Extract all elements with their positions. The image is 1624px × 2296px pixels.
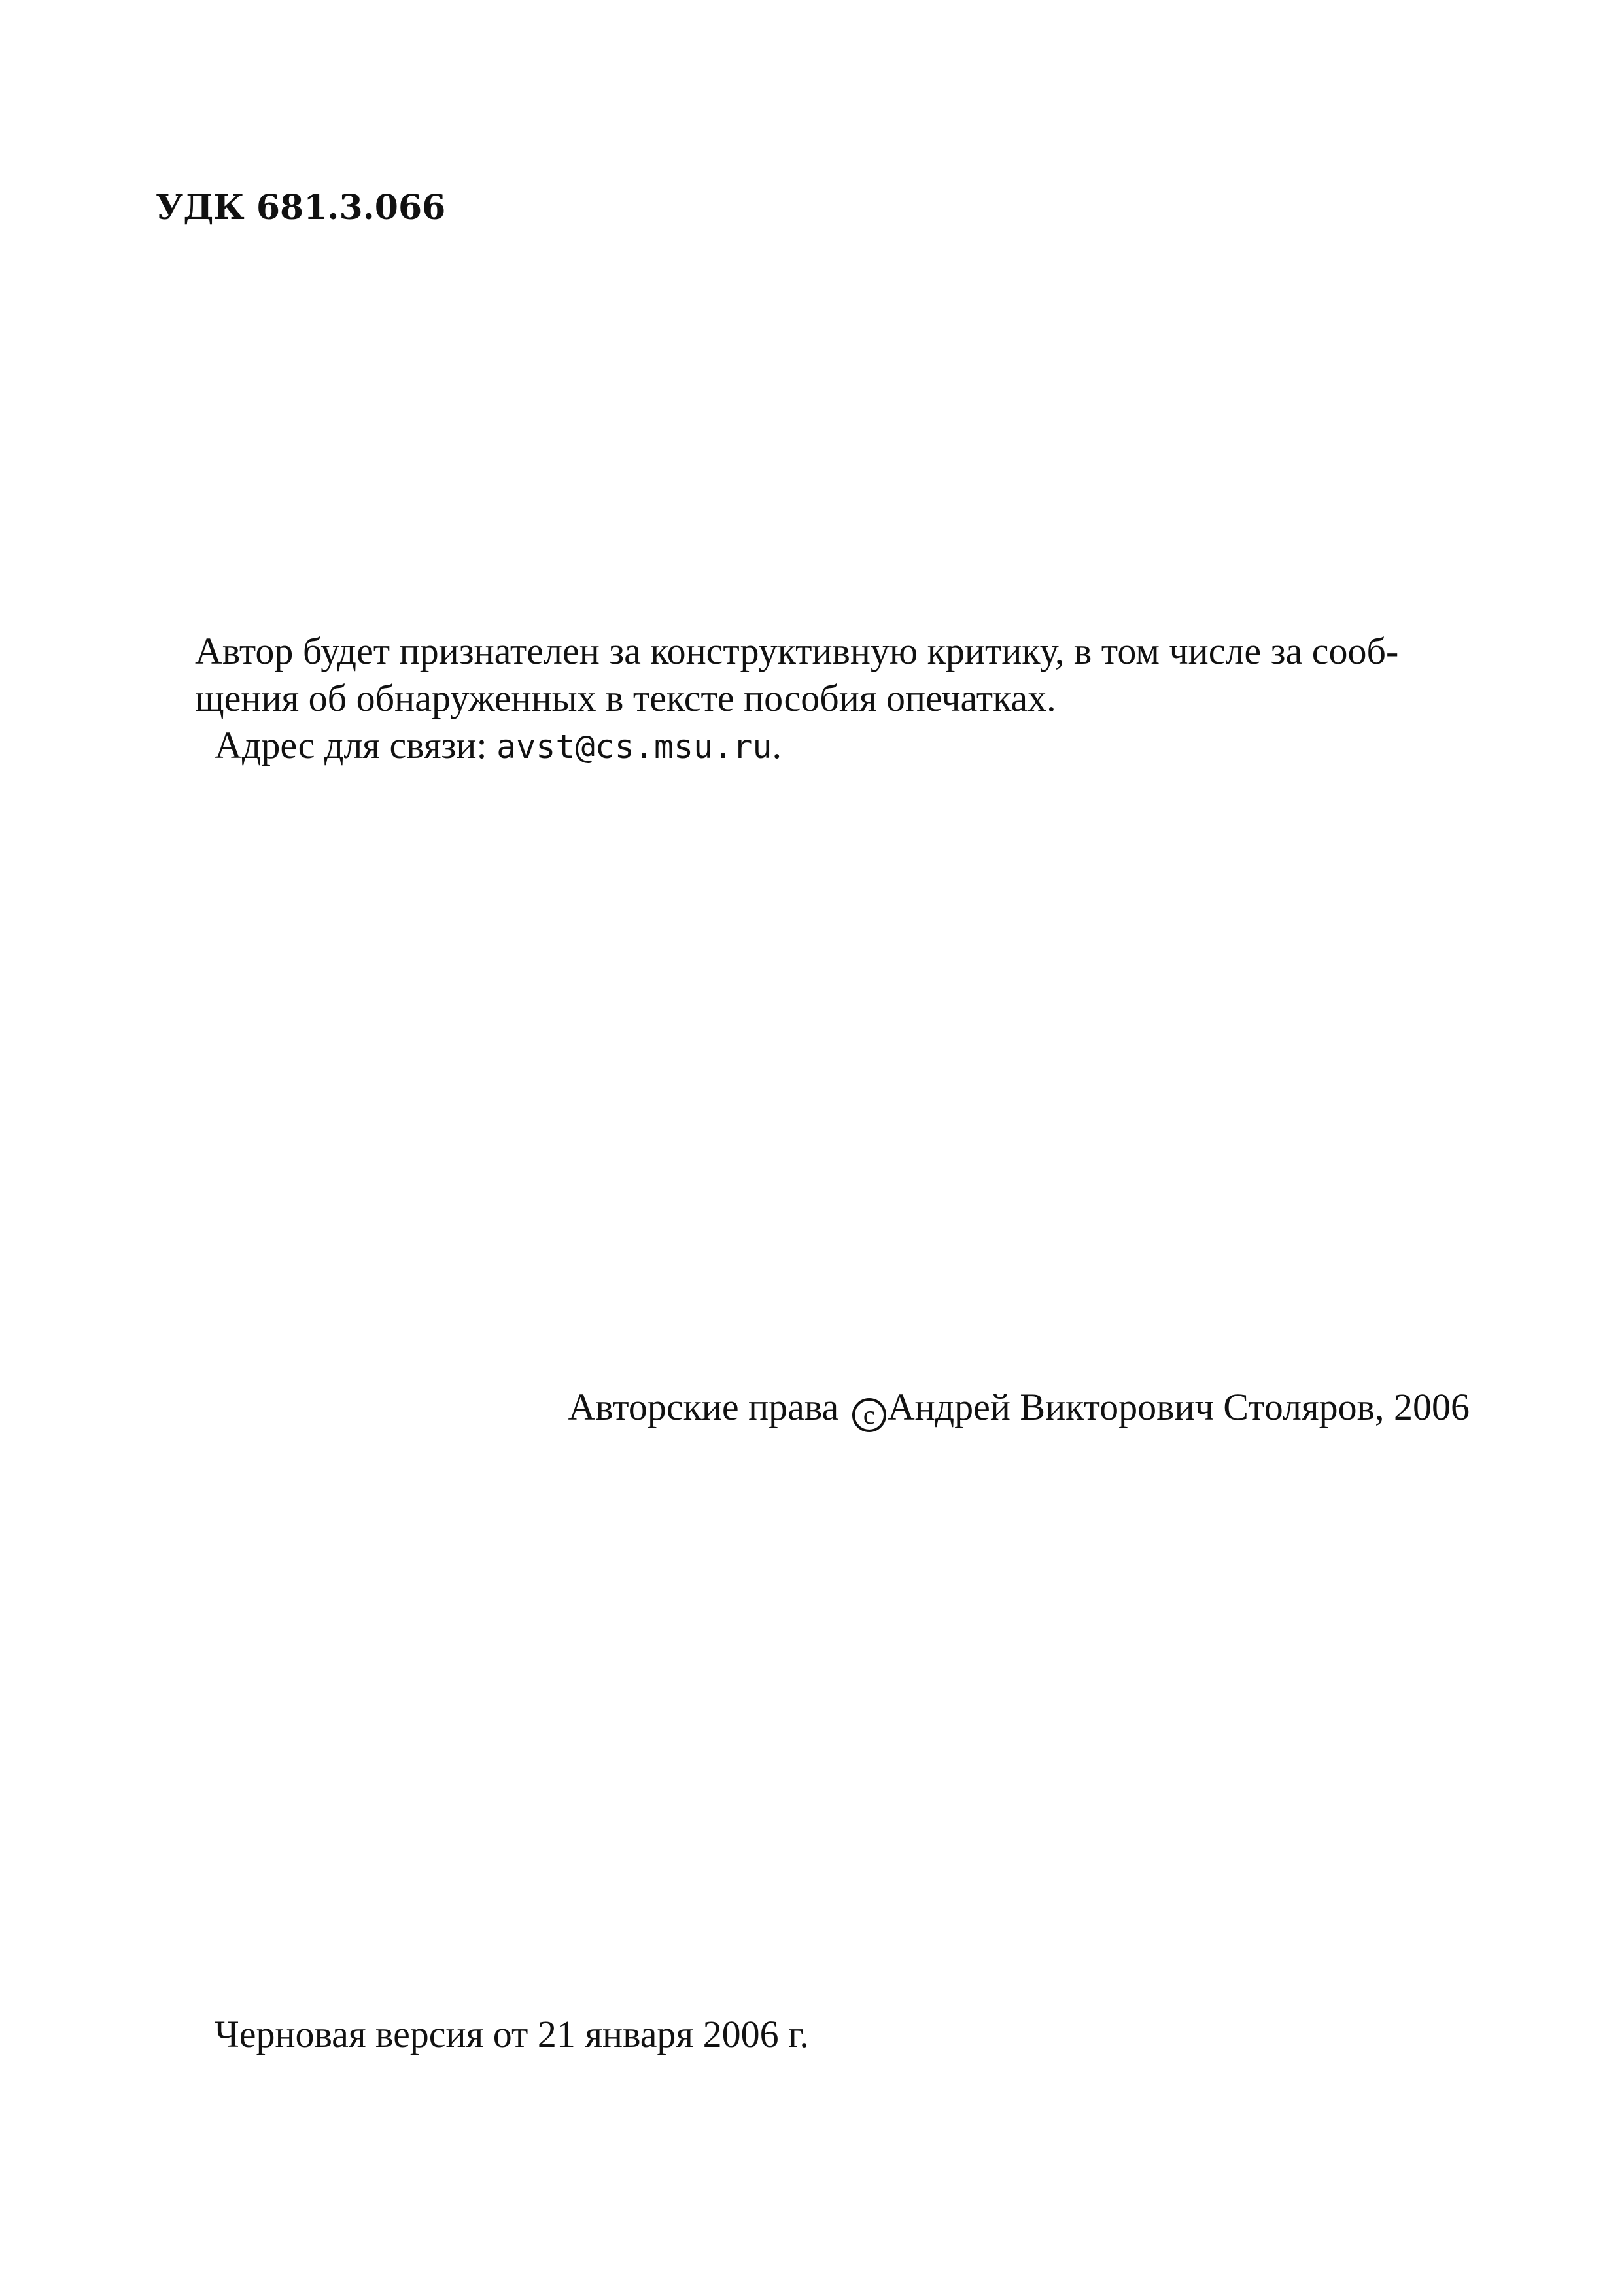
feedback-line-1: Автор будет признателен за конструктивную критику, в том числе за сооб-: [195, 630, 1399, 672]
feedback-paragraph: [195, 628, 1470, 770]
contact-email: avst@cs.msu.ru: [496, 728, 772, 766]
contact-line: [195, 722, 1470, 770]
udk-classification: УДК 681.3.066: [156, 188, 446, 228]
feedback-line-2: щения об обнаруженных в тексте пособия опечатках.: [195, 677, 1056, 719]
contact-label: Адрес для связи:: [215, 724, 497, 766]
contact-email-suffix: .: [772, 724, 782, 766]
copyright-label: Авторские права: [568, 1386, 839, 1428]
copyright-holder: Андрей Викторович Столяров, 2006: [887, 1386, 1470, 1428]
copyright-icon: c: [852, 1398, 886, 1432]
draft-version-note: Черновая версия от 21 января 2006 г.: [215, 2013, 809, 2055]
copyright-notice: [568, 1388, 1470, 1432]
